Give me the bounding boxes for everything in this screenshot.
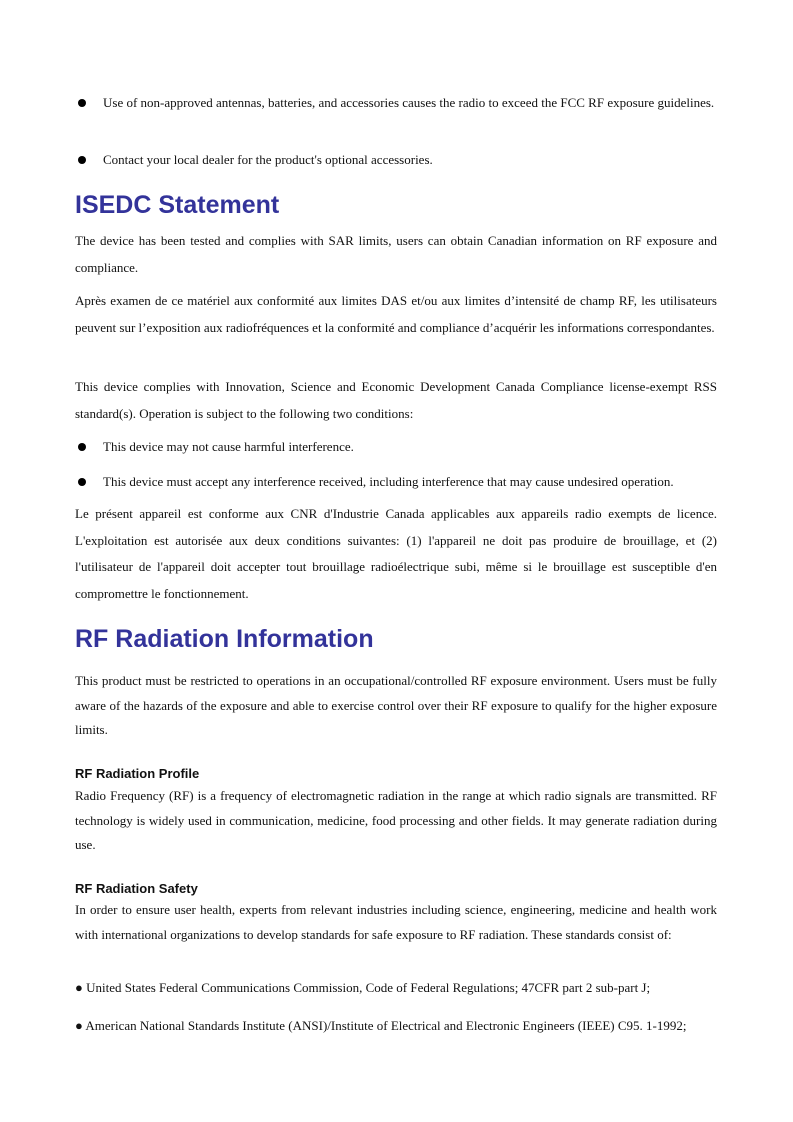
rf-safety-heading: RF Radiation Safety <box>75 881 198 896</box>
bullet-item <box>75 147 718 174</box>
standard-item: ● American National Standards Institute (ANSI)/Institute of Electrical and Electronic Engineers (IEEE) C95. 1-1992; <box>75 1018 687 1033</box>
standard-item: ● United States Federal Communications Commission, Code of Federal Regulations; 47CFR part 2 sub-part J; <box>75 980 651 995</box>
isedc-heading: ISEDC Statement <box>75 191 280 219</box>
bullet-dot-icon <box>78 156 86 164</box>
bullet-text: Contact your local dealer for the product's optional accessories. <box>103 152 433 167</box>
rf-profile-text: Radio Frequency (RF) is a frequency of electromagnetic radiation in the range at which radio signals are transmitted. RF technology is widely used in communication, medicine, food processing and other fields. It may generate radiation during use. <box>75 788 717 852</box>
rf-info-intro: This product must be restricted to operations in an occupational/controlled RF exposure environment. Users must be fully aware of the hazards of the exposure and able to exercise control over their RF exposure to qualify for the higher exposure limits. <box>75 673 717 737</box>
bullet-dot-icon <box>78 99 86 107</box>
rf-profile-heading: RF Radiation Profile <box>75 766 200 781</box>
condition-item <box>75 469 718 496</box>
condition-text: This device must accept any interference received, including interference that may cause undesired operation. <box>103 474 674 489</box>
isedc-paragraph-2: Après examen de ce matériel aux conformité aux limites DAS et/ou aux limites d’intensité de champ RF, les utilisateurs peuvent sur l’exposition aux radiofréquences et la conformité and compliance d’acquérir les informations correspondantes. <box>75 293 717 335</box>
bullet-item <box>75 90 718 117</box>
rf-safety-text: In order to ensure user health, experts from relevant industries including science, engineering, medicine and health work with international organizations to develop standards for safe exposure to RF radiation. These standards consist of: <box>75 902 717 942</box>
condition-item <box>75 434 718 461</box>
isedc-paragraph-1: The device has been tested and complies with SAR limits, users can obtain Canadian information on RF exposure and compliance. <box>75 233 717 275</box>
bullet-dot-icon <box>78 443 86 451</box>
bullet-text: Use of non-approved antennas, batteries, and accessories causes the radio to exceed the FCC RF exposure guidelines. <box>103 95 715 110</box>
rf-info-heading: RF Radiation Information <box>75 625 374 653</box>
isedc-paragraph-3: This device complies with Innovation, Science and Economic Development Canada Compliance license-exempt RSS standard(s). Operation is subject to the following two conditions: <box>75 379 717 421</box>
isedc-paragraph-french: Le présent appareil est conforme aux CNR d'Industrie Canada applicables aux appareils radio exempts de licence. L'exploitation est autorisée aux deux conditions suivantes: (1) l'appareil ne doit pas produire de brouillage, et (2) l'utilisateur de l'appareil doit accepter tout brouillage radioélectrique subi, même si le brouillage est susceptible d'en compromettre le fonctionnement. <box>75 506 717 601</box>
bullet-dot-icon <box>78 478 86 486</box>
condition-text: This device may not cause harmful interference. <box>103 439 354 454</box>
